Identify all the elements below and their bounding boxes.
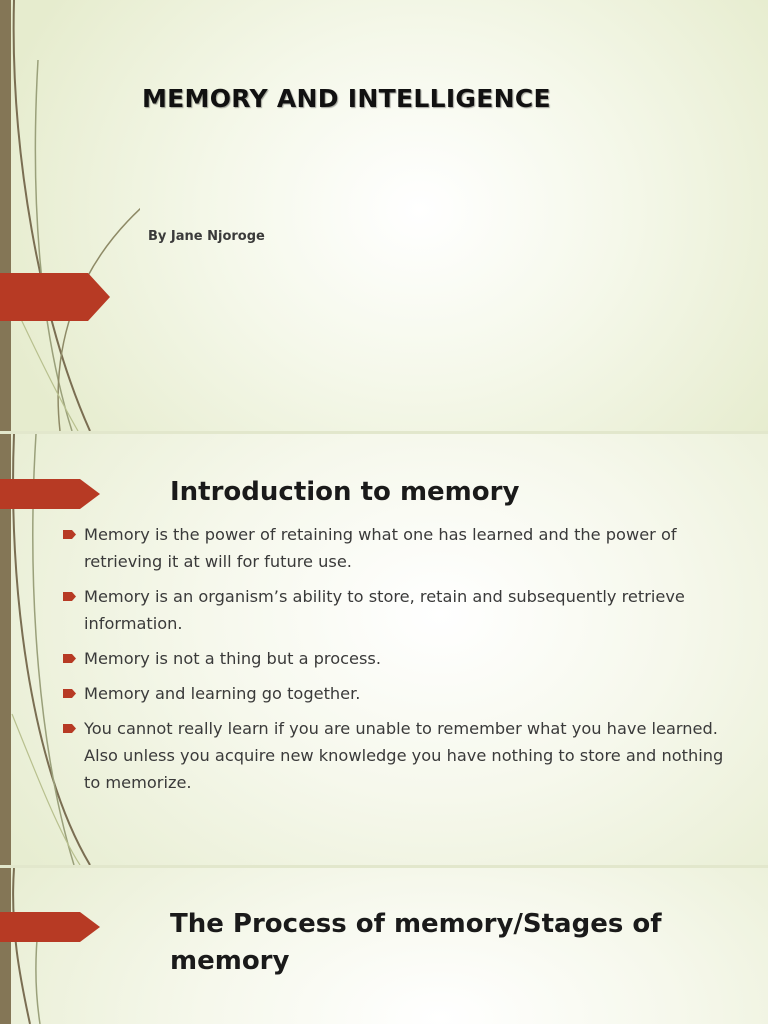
list-item	[60, 680, 732, 707]
intro-slide	[0, 434, 768, 865]
list-item	[60, 645, 732, 672]
bullet-text: Memory is not a thing but a process.	[84, 649, 382, 668]
bullet-text: You cannot really learn if you are unable to remember what you have learned. Also unless you acquire new knowledge you have nothing to store and nothing to memorize.	[84, 719, 724, 792]
author-byline: By Jane Njoroge	[148, 229, 265, 244]
slide-heading: The Process of memory/Stages of memory	[170, 909, 662, 976]
list-item	[60, 583, 732, 637]
arrow-bullet-icon	[63, 530, 76, 539]
decorative-curves	[0, 868, 140, 1024]
arrow-tab-icon	[0, 912, 100, 942]
list-item	[60, 715, 732, 796]
process-slide	[0, 868, 768, 1024]
arrow-bullet-icon	[63, 724, 76, 733]
bullet-text: Memory is an organism’s ability to store, retain and subsequently retrieve information.	[84, 587, 685, 633]
arrow-tab-icon	[0, 479, 100, 509]
bullet-list	[60, 521, 732, 804]
arrow-bullet-icon	[63, 592, 76, 601]
title-slide	[0, 0, 768, 431]
slide-title: MEMORY AND INTELLIGENCE	[142, 84, 551, 113]
arrow-bullet-icon	[63, 654, 76, 663]
slide-heading: Introduction to memory	[170, 477, 520, 507]
arrow-bullet-icon	[63, 689, 76, 698]
bullet-text: Memory is the power of retaining what one has learned and the power of retrieving it at will for future use.	[84, 525, 677, 571]
list-item	[60, 521, 732, 575]
decorative-curves	[0, 0, 140, 431]
bullet-text: Memory and learning go together.	[84, 684, 361, 703]
arrow-tab-icon	[0, 273, 110, 321]
